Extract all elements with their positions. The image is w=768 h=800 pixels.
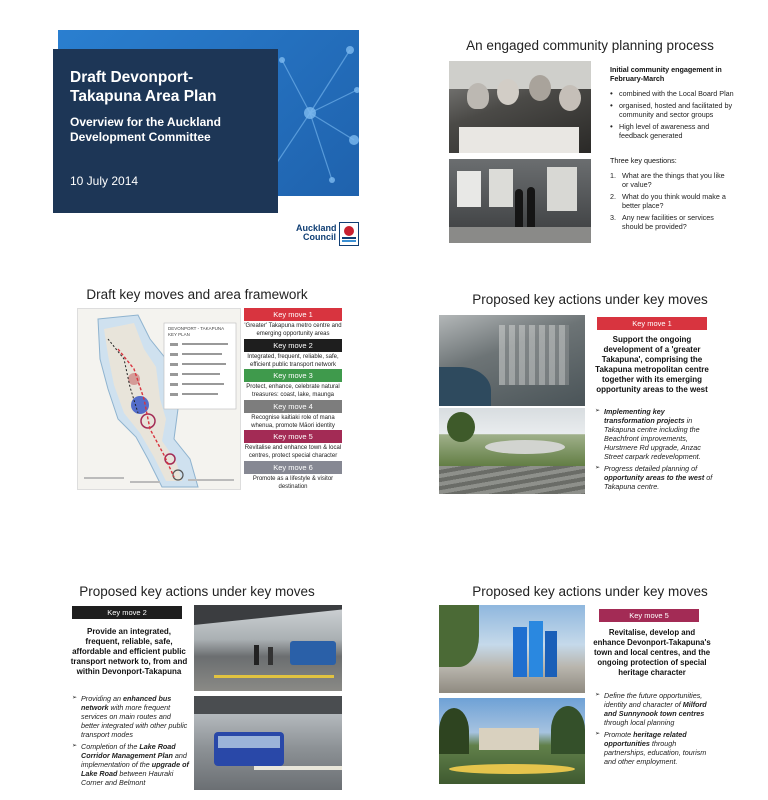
key-move-1-badge: Key move 1 [244,308,342,321]
title-line-2: Takapuna Area Plan [70,88,217,105]
area-framework-map [77,308,241,490]
action-bold: heritage related opportunities [604,730,687,748]
bullet-item: • combined with the Local Board Plan [610,89,735,98]
slide-subtitle [70,115,275,145]
action-item [595,691,717,727]
action-text: Define the future opportunities, identity and character of [604,691,703,709]
questions-list [610,171,730,234]
slide-key-moves-framework [22,280,372,520]
action-bold: opportunity areas to the west [604,473,705,482]
action-text: through partnerships, education, tourism and other employment. [604,739,707,766]
key-move-3-text: Protect, enhance, celebrate natural treasures: coast, lake, maunga [246,384,340,398]
action-text: with more frequent services on main routes and better integrated with other public transport modes [81,703,188,739]
logo-text-line-1: Auckland [296,223,337,233]
exhibition-photo [449,159,591,243]
key-move-badge: Key move 5 [599,609,699,622]
key-move-3-badge: Key move 3 [244,369,342,382]
action-text: and implementation of the [81,751,187,769]
takapuna-aerial-photo [439,315,585,406]
key-move-6-text: Promote as a lifestyle & visitor destination [252,476,334,490]
action-text: Promote [604,730,634,739]
bullet-item: • organised, hosted and facilitated by community and sector groups [610,101,735,119]
auckland-council-logo [296,222,360,250]
action-item [595,464,715,491]
subtitle-line-2: Development Committee [70,130,211,144]
slide-title: An engaged community planning process [466,38,714,53]
action-text: through local planning [604,718,675,727]
slide-title [22,20,372,255]
village-street-photo [439,698,585,784]
bus-station-photo [194,605,342,691]
map-label-line-2: KEY PLAN [168,331,190,337]
question-item [610,171,730,189]
action-item [72,694,190,739]
question-item [610,213,730,231]
bus-photo [194,696,342,790]
presentation-date: 10 July 2014 [70,174,139,188]
engagement-intro: Initial community engagement in February-March [610,65,722,83]
community-meeting-photo [449,61,591,153]
question-text: Any new facilities or services should be provided? [622,213,714,231]
town-centre-sculpture-photo [439,605,585,693]
logo-text-line-2: Council [303,232,336,242]
subtitle-line-1: Overview for the Auckland [70,115,221,129]
key-move-heading: Provide an integrated, frequent, reliable, safe, affordable and efficient public transport network to, from and within Devonport-Takapuna [70,627,188,676]
beachfront-park-photo [439,408,585,494]
engagement-bullets [610,89,735,143]
action-bold: Milford and Sunnynook town centres [604,700,707,718]
action-text: of Takapuna centre. [604,473,713,491]
action-bold: enhanced bus network [81,694,172,712]
action-bold: Lake Road Corridor Management Plan [81,742,176,760]
action-bold: upgrade of Lake Road [81,760,189,778]
question-text: What do you think would make a better place? [622,192,726,210]
action-item [72,742,190,787]
action-text: Progress detailed planning of [604,464,698,473]
key-move-2-badge: Key move 2 [244,339,342,352]
action-text: Providing an [81,694,123,703]
key-move-5-text: Revitalise and enhance town & local centres, protect special character [244,445,342,459]
key-move-6-badge: Key move 6 [244,461,342,474]
title-line-1: Draft Devonport- [70,69,194,86]
council-emblem-icon [339,222,359,246]
key-move-2-text: Integrated, frequent, reliable, safe, efficient public transport network [247,354,339,368]
key-moves-legend [244,308,364,493]
slide-title: Proposed key actions under key moves [79,584,315,599]
question-text: What are the things that you like or value? [622,171,725,189]
action-text: between Hauraki Corner and Belmont [81,769,174,787]
key-move-4-text: Recognise kaitiaki role of mana whenua, promote Māori identity [251,415,335,429]
slide-key-move-5 [435,572,745,797]
key-move-heading: Support the ongoing development of a 'greater Takapuna', comprising the Takapuna metropolitan centre together with its emerging opportunity areas to the west [595,335,709,394]
slide-main-title [70,68,275,106]
key-actions-list [595,691,717,769]
key-actions-list [72,694,190,790]
questions-label: Three key questions: [610,156,677,165]
key-move-1-text: 'Greater' Takapuna metro centre and emerging opportunity areas [244,323,342,337]
map-label-line-1: DEVONPORT - TAKAPUNA [168,326,225,331]
slide-community-engagement [435,25,745,255]
key-actions-list [595,407,715,494]
bullet-item: • High level of awareness and feedback generated [610,122,735,140]
action-item [595,730,717,766]
action-text: Completion of the [81,742,140,751]
action-text: in Takapuna centre including the Beachfront improvements, Hurstmere Rd upgrade, Anzac Street carpark redevelopment. [604,416,701,461]
slide-key-move-2 [22,572,372,797]
action-item [595,407,715,461]
key-move-5-badge: Key move 5 [244,430,342,443]
slide-title: Proposed key actions under key moves [472,292,708,307]
key-move-badge: Key move 2 [72,606,182,619]
key-move-badge: Key move 1 [597,317,707,330]
slide-title: Proposed key actions under key moves [472,584,708,599]
question-item [610,192,730,210]
action-bold: Implementing key transformation projects [604,407,685,425]
map-key-plan-label [168,326,224,337]
key-move-4-badge: Key move 4 [244,400,342,413]
slide-key-move-1 [435,280,745,510]
slide-title: Draft key moves and area framework [86,287,308,302]
key-move-heading: Revitalise, develop and enhance Devonport-Takapuna's town and local centres, and the ongoing protection of special heritage character [593,628,711,677]
